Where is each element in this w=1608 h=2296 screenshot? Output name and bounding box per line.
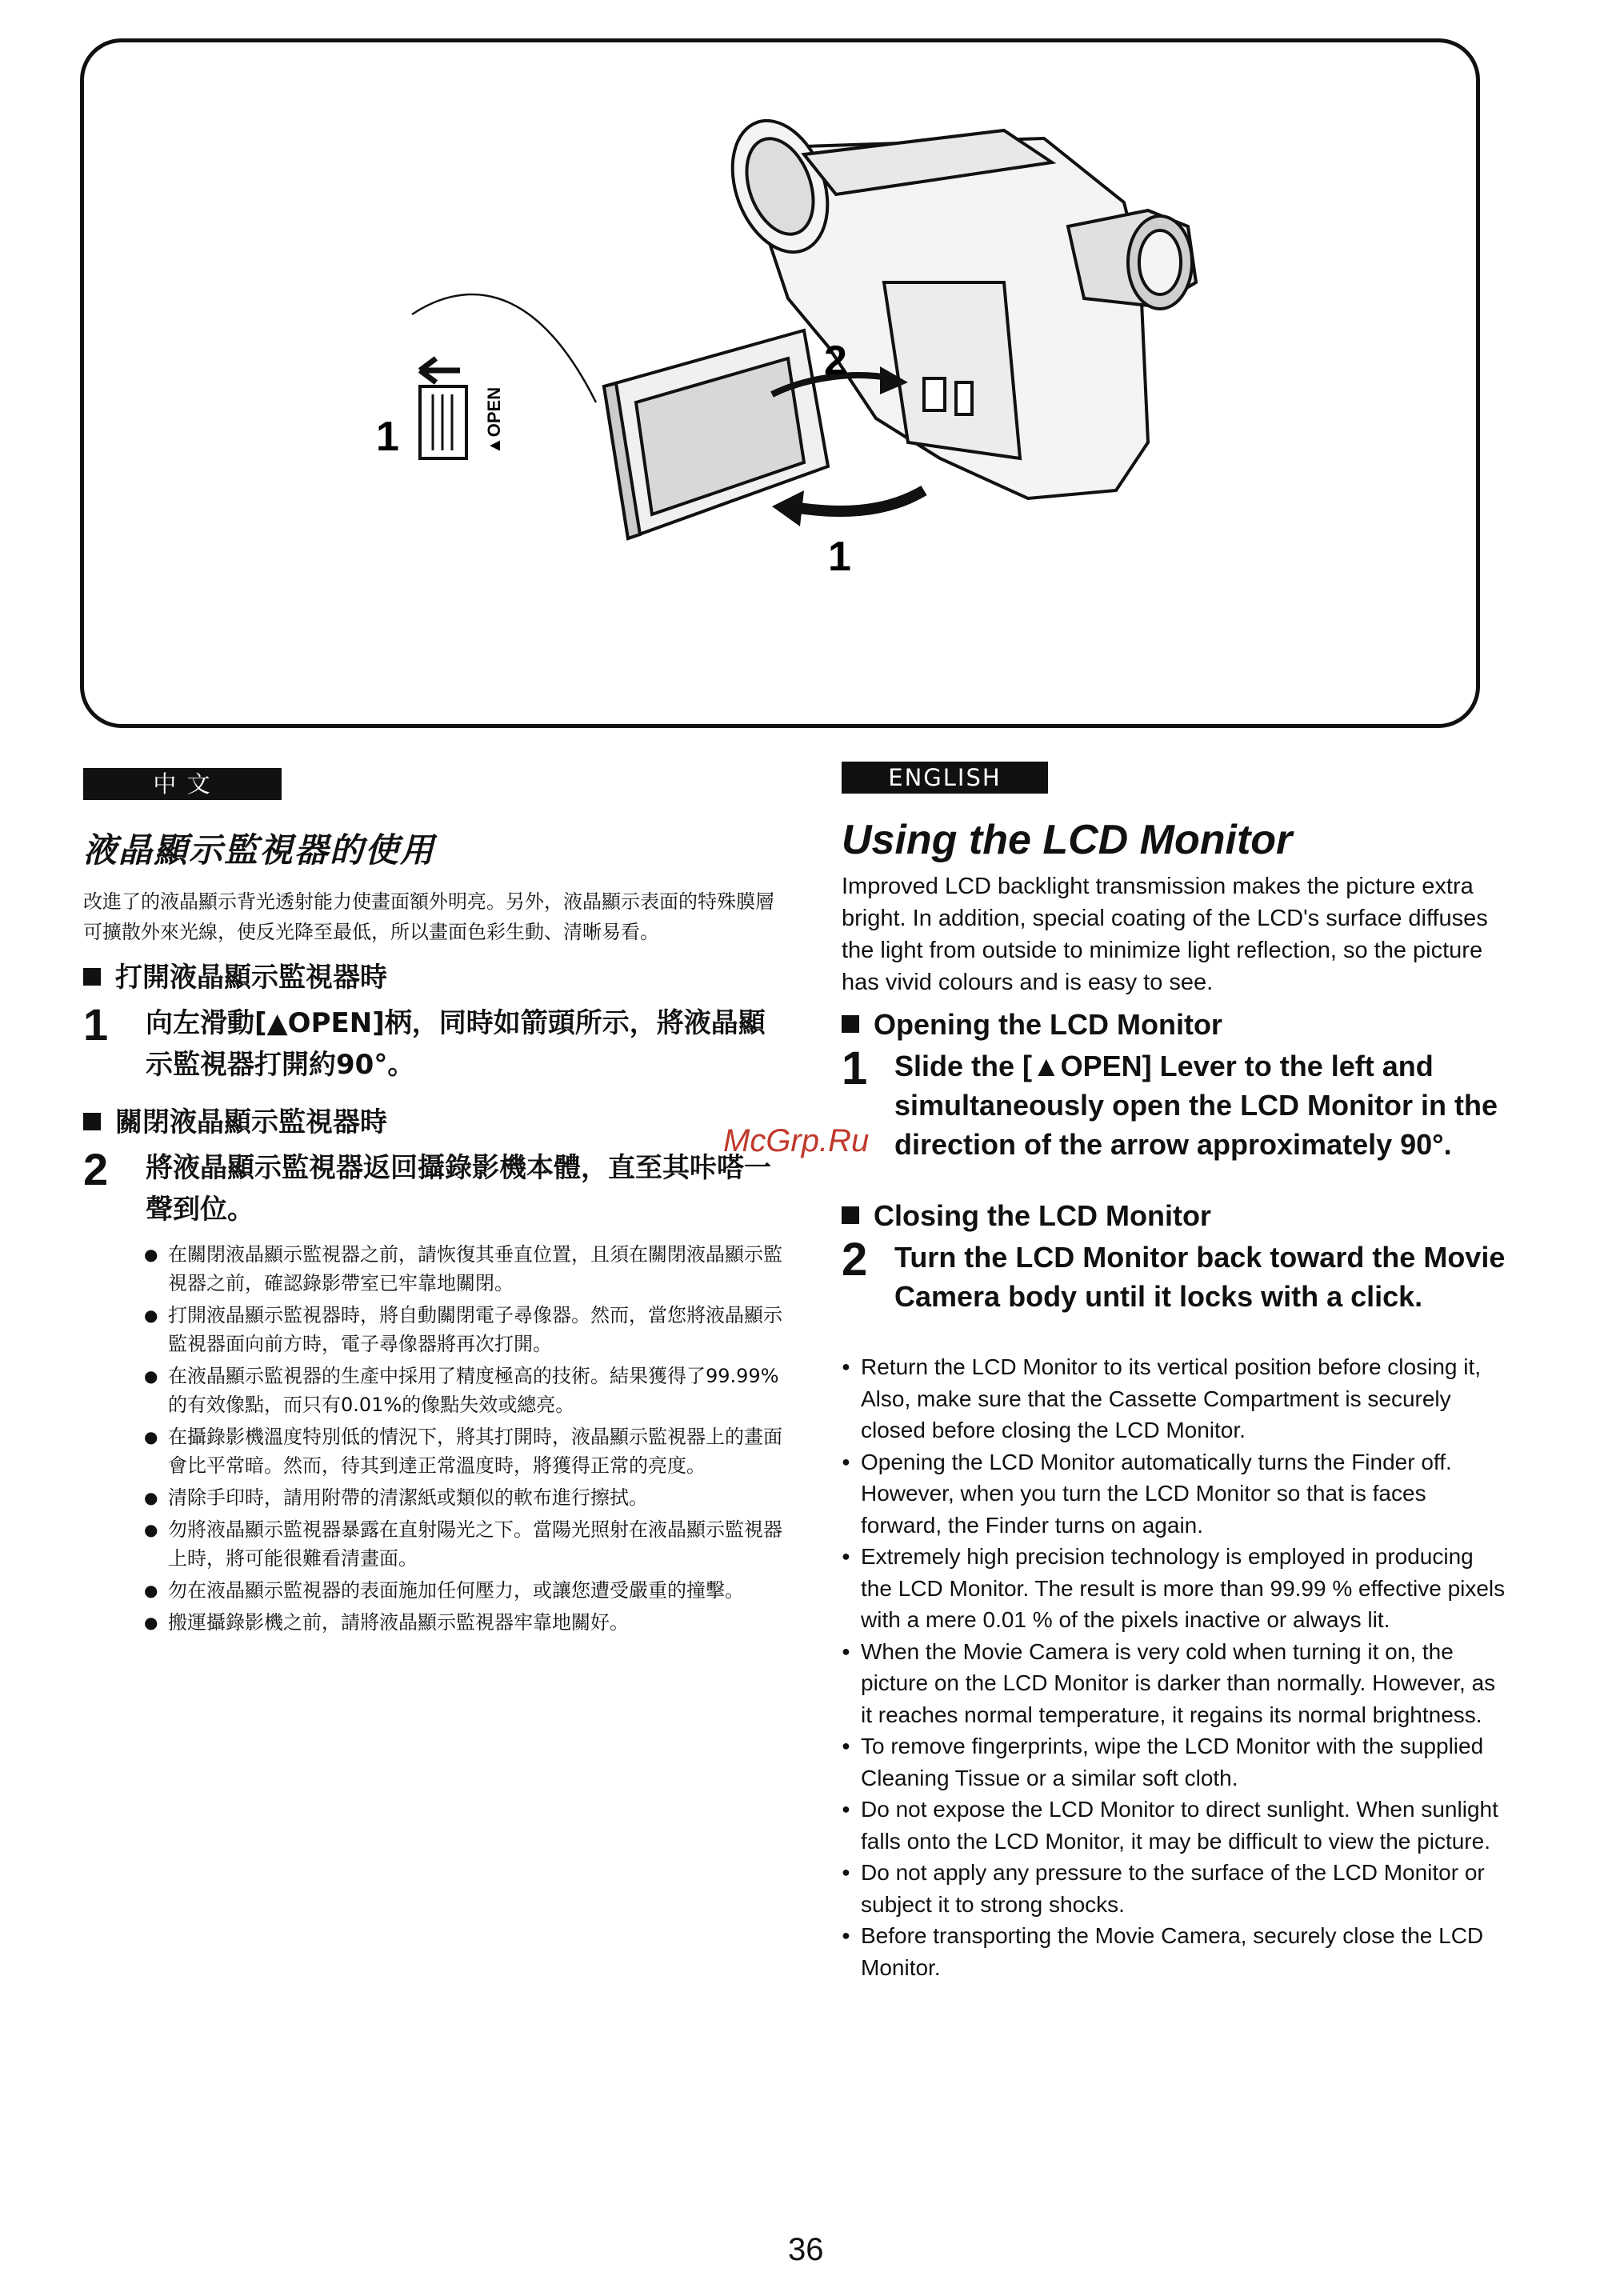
- watermark-text: McGrp.Ru: [723, 1123, 870, 1158]
- english-step-2: [842, 1234, 1506, 1316]
- chinese-close-heading: 關閉液晶顯示監視器時: [83, 1100, 787, 1139]
- chinese-notes-list: [83, 1240, 787, 1637]
- illustration-frame: [80, 38, 1480, 728]
- square-bullet-icon: [83, 968, 101, 986]
- label-step1-rotate: 1: [828, 534, 851, 580]
- list-item: ● Before transporting the Movie Camera, securely close the LCD Monitor.: [842, 1920, 1506, 1983]
- list-item: ● Extremely high precision technology is employed in producing the LCD Monitor. The result is more than 99.99 % effective pixels with a mere 0.01 % of the pixels inactive or always lit.: [842, 1541, 1506, 1636]
- chinese-step-1: [83, 999, 787, 1086]
- list-item: ● Return the LCD Monitor to its vertical position before closing it, Also, make sure that the Cassette Compartment is securely closed before closing the LCD Monitor.: [842, 1351, 1506, 1446]
- english-intro: Improved LCD backlight transmission makes the picture extra bright. In addition, special coating of the LCD's surface diffuses the light from outside to minimize light reflection, so the picture has vivid colours and is easy to see.: [842, 874, 1488, 995]
- step-text: Slide the [▲OPEN] Lever to the left and simultaneously open the LCD Monitor in the direction of the arrow approximately 90°.: [894, 1050, 1498, 1161]
- list-item: ● 打開液晶顯示監視器時，將自動關閉電子尋像器。然而，當您將液晶顯示監視器面向前方時，電子尋像器將再次打開。: [83, 1301, 787, 1358]
- chinese-language-tag: 中 文: [83, 768, 282, 800]
- list-item: ● Do not expose the LCD Monitor to direct sunlight. When sunlight falls onto the LCD Monitor, it may be difficult to view the picture.: [842, 1794, 1506, 1857]
- page-number: 36: [788, 2232, 824, 2267]
- label-step2: 2: [824, 338, 847, 384]
- list-item: ● 勿將液晶顯示監視器暴露在直射陽光之下。當陽光照射在液晶顯示監視器上時，將可能很難看清畫面。: [83, 1515, 787, 1573]
- chinese-open-heading: 打開液晶顯示監視器時: [83, 955, 787, 994]
- step-text: 將液晶顯示監視器返回攝錄影機本體，直至其咔嗒一聲到位。: [146, 1152, 771, 1226]
- list-item: ● 在液晶顯示監視器的生產中採用了精度極高的技術。結果獲得了99.99%的有效像點，而只有0.01%的像點失效或總亮。: [83, 1362, 787, 1419]
- chinese-intro: 改進了的液晶顯示背光透射能力使畫面額外明亮。另外，液晶顯示表面的特殊膜層可擴散外來光線，使反光降至最低，所以畫面色彩生動、清晰易看。: [83, 890, 774, 943]
- step-text: 向左滑動[▲OPEN]柄，同時如箭頭所示，將液晶顯示監視器打開約90°。: [146, 1007, 766, 1081]
- english-close-heading: Closing the LCD Monitor: [842, 1199, 1506, 1233]
- english-column: [842, 816, 1506, 1983]
- list-item: ● Do not apply any pressure to the surface of the LCD Monitor or subject it to strong shocks.: [842, 1857, 1506, 1920]
- lever-open-text: ▲OPEN: [484, 386, 504, 454]
- chinese-title: 液晶顯示監視器的使用: [83, 830, 436, 870]
- step-number: 1: [842, 1042, 868, 1094]
- square-bullet-icon: [842, 1206, 859, 1224]
- english-title: Using the LCD Monitor: [842, 817, 1293, 863]
- list-item: ● 清除手印時，請用附帶的清潔紙或類似的軟布進行擦拭。: [83, 1483, 787, 1512]
- step-number: 2: [842, 1234, 868, 1286]
- list-item: ● Opening the LCD Monitor automatically turns the Finder off. However, when you turn the LCD Monitor so that is faces forward, the Finder turns on again.: [842, 1446, 1506, 1542]
- camcorder-illustration: [84, 42, 1484, 732]
- list-item: ● 勿在液晶顯示監視器的表面施加任何壓力，或讓您遭受嚴重的撞擊。: [83, 1576, 787, 1605]
- step-text: Turn the LCD Monitor back toward the Movie Camera body until it locks with a click.: [894, 1241, 1506, 1313]
- english-step-1: [842, 1042, 1506, 1164]
- square-bullet-icon: [83, 1113, 101, 1130]
- label-step1-lever: 1: [376, 414, 399, 460]
- square-bullet-icon: [842, 1015, 859, 1033]
- chinese-step-2: [83, 1144, 787, 1230]
- english-open-heading: Opening the LCD Monitor: [842, 1008, 1506, 1042]
- chinese-column: [83, 824, 787, 1640]
- step-number: 1: [83, 999, 109, 1050]
- list-item: ● 在關閉液晶顯示監視器之前，請恢復其垂直位置，且須在關閉液晶顯示監視器之前，確認錄影帶室已牢靠地關閉。: [83, 1240, 787, 1298]
- english-language-tag: ENGLISH: [842, 762, 1048, 794]
- list-item: ● To remove fingerprints, wipe the LCD Monitor with the supplied Cleaning Tissue or a similar soft cloth.: [842, 1730, 1506, 1794]
- english-notes-list: [842, 1351, 1506, 1983]
- step-number: 2: [83, 1144, 109, 1194]
- list-item: ● When the Movie Camera is very cold when turning it on, the picture on the LCD Monitor is darker than normally. However, as it reaches normal temperature, it regains its normal brightness.: [842, 1636, 1506, 1731]
- list-item: ● 搬運攝錄影機之前，請將液晶顯示監視器牢靠地關好。: [83, 1608, 787, 1637]
- list-item: ● 在攝錄影機溫度特別低的情況下，將其打開時，液晶顯示監視器上的畫面會比平常暗。然而，待其到達正常溫度時，將獲得正常的亮度。: [83, 1422, 787, 1480]
